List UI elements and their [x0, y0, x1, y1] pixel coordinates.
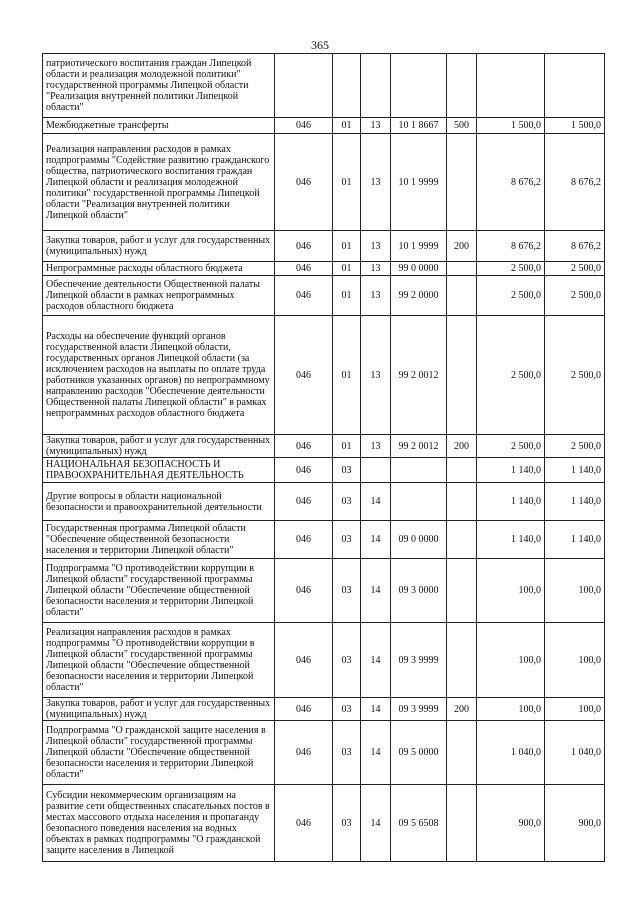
table-row: [43, 458, 605, 483]
cell-sum1: 8 676,2: [477, 231, 545, 262]
cell-ministry: 046: [275, 623, 333, 698]
cell-sum1: 1 500,0: [477, 118, 545, 134]
cell-sum2: 100,0: [545, 698, 605, 721]
table-row: [43, 698, 605, 721]
cell-subsection: 13: [361, 231, 391, 262]
cell-subsection: [361, 458, 391, 483]
cell-subsection: 13: [361, 118, 391, 134]
cell-type: [447, 721, 477, 785]
cell-name: Закупка товаров, работ и услуг для государственных (муниципальных) нужд: [43, 231, 275, 262]
cell-name: Межбюджетные трансферты: [43, 118, 275, 134]
cell-type: [447, 316, 477, 435]
cell-ministry: 046: [275, 698, 333, 721]
cell-target: 10 1 9999: [391, 231, 447, 262]
cell-sum2: 1 040,0: [545, 721, 605, 785]
cell-subsection: 14: [361, 785, 391, 862]
cell-ministry: 046: [275, 231, 333, 262]
cell-name: Закупка товаров, работ и услуг для государственных (муниципальных) нужд: [43, 698, 275, 721]
cell-name: Реализация направления расходов в рамках подпрограммы "Содействие развитию гражданского общества, патриотического воспитания граждан Липецкой области и реализация молодежной политики" государственной программы Липецкой области "Реализация внутренней политики Липецкой области": [43, 134, 275, 231]
cell-target: 10 1 8667: [391, 118, 447, 134]
cell-subsection: 14: [361, 623, 391, 698]
cell-sum2: 100,0: [545, 559, 605, 623]
cell-section: 03: [333, 623, 361, 698]
table-row: [43, 54, 605, 118]
table-row: [43, 262, 605, 276]
cell-name: Обеспечение деятельности Общественной палаты Липецкой области в рамках непрограммных расходов областного бюджета: [43, 276, 275, 316]
cell-name: Закупка товаров, работ и услуг для государственных (муниципальных) нужд: [43, 435, 275, 458]
cell-ministry: 046: [275, 118, 333, 134]
table-row: [43, 231, 605, 262]
cell-ministry: 046: [275, 316, 333, 435]
cell-name: Субсидии некоммерческим организациям на развитие сети общественных спасательных постов в местах массового отдыха населения и пропаганду безопасного поведения населения на водных объектах в рамках подпрограммы "О гражданской защите населения в Липецкой: [43, 785, 275, 862]
cell-subsection: 14: [361, 559, 391, 623]
cell-type: [447, 134, 477, 231]
table-row: [43, 134, 605, 231]
cell-section: 03: [333, 521, 361, 559]
cell-name: Расходы на обеспечение функций органов государственной власти Липецкой области, государственных органов Липецкой области (за исключением расходов на выплаты по оплате труда работников указанных органов) по непрограммному направлению расходов "Обеспечение деятельности Общественной палаты Липецкой области" в рамках непрограммных расходов областного бюджета: [43, 316, 275, 435]
cell-target: 99 2 0012: [391, 435, 447, 458]
cell-type: [447, 521, 477, 559]
cell-ministry: 046: [275, 521, 333, 559]
cell-subsection: 13: [361, 134, 391, 231]
cell-subsection: 14: [361, 721, 391, 785]
cell-target: 09 5 0000: [391, 721, 447, 785]
cell-target: 09 3 9999: [391, 698, 447, 721]
cell-subsection: 13: [361, 316, 391, 435]
cell-target: 09 3 0000: [391, 559, 447, 623]
cell-name: НАЦИОНАЛЬНАЯ БЕЗОПАСНОСТЬ И ПРАВООХРАНИТЕЛЬНАЯ ДЕЯТЕЛЬНОСТЬ: [43, 458, 275, 483]
cell-ministry: 046: [275, 134, 333, 231]
cell-sum2: 1 140,0: [545, 458, 605, 483]
cell-target: 09 3 9999: [391, 623, 447, 698]
cell-subsection: 13: [361, 435, 391, 458]
cell-section: 01: [333, 118, 361, 134]
cell-section: 01: [333, 276, 361, 316]
cell-target: [391, 54, 447, 118]
cell-target: [391, 458, 447, 483]
table-row: [43, 721, 605, 785]
cell-sum2: 2 500,0: [545, 262, 605, 276]
cell-target: 10 1 9999: [391, 134, 447, 231]
table-row: [43, 521, 605, 559]
cell-name: Подпрограмма "О противодействии коррупции в Липецкой области" государственной программы Липецкой области "Обеспечение общественной безопасности населения и территории Липецкой области": [43, 559, 275, 623]
cell-sum2: 8 676,2: [545, 134, 605, 231]
cell-sum1: 1 140,0: [477, 483, 545, 521]
table-row: [43, 118, 605, 134]
cell-sum2: 900,0: [545, 785, 605, 862]
cell-sum2: [545, 54, 605, 118]
cell-subsection: 13: [361, 276, 391, 316]
table-row: [43, 785, 605, 862]
cell-target: 99 0 0000: [391, 262, 447, 276]
cell-ministry: 046: [275, 262, 333, 276]
cell-target: [391, 483, 447, 521]
cell-section: 01: [333, 435, 361, 458]
cell-ministry: 046: [275, 483, 333, 521]
cell-sum1: 1 040,0: [477, 721, 545, 785]
budget-table: [42, 53, 605, 862]
cell-name: Государственная программа Липецкой области "Обеспечение общественной безопасности населения и территории Липецкой области": [43, 521, 275, 559]
cell-sum2: 1 140,0: [545, 521, 605, 559]
cell-section: 01: [333, 316, 361, 435]
cell-name: Реализация направления расходов в рамках подпрограммы "О противодействии коррупции в Липецкой области" государственной программы Липецкой области "Обеспечение общественной безопасности населения и территории Липецкой области": [43, 623, 275, 698]
cell-subsection: [361, 54, 391, 118]
cell-ministry: [275, 54, 333, 118]
table-row: [43, 435, 605, 458]
cell-subsection: 13: [361, 262, 391, 276]
cell-sum1: 100,0: [477, 698, 545, 721]
cell-section: 03: [333, 698, 361, 721]
cell-ministry: 046: [275, 721, 333, 785]
cell-ministry: 046: [275, 276, 333, 316]
cell-sum1: 1 140,0: [477, 521, 545, 559]
cell-subsection: 14: [361, 521, 391, 559]
cell-section: 03: [333, 458, 361, 483]
cell-type: [447, 483, 477, 521]
cell-section: 03: [333, 785, 361, 862]
cell-type: 200: [447, 435, 477, 458]
cell-type: [447, 276, 477, 316]
cell-sum2: 2 500,0: [545, 435, 605, 458]
page-number: 365: [311, 38, 329, 52]
cell-type: 500: [447, 118, 477, 134]
cell-sum1: 2 500,0: [477, 276, 545, 316]
table-row: [43, 316, 605, 435]
cell-type: 200: [447, 231, 477, 262]
cell-subsection: 14: [361, 483, 391, 521]
cell-sum2: 1 140,0: [545, 483, 605, 521]
cell-sum1: 8 676,2: [477, 134, 545, 231]
cell-name: Другие вопросы в области национальной безопасности и правоохранительной деятельности: [43, 483, 275, 521]
cell-type: [447, 785, 477, 862]
cell-section: 01: [333, 134, 361, 231]
cell-ministry: 046: [275, 559, 333, 623]
table-body: [43, 54, 605, 862]
cell-ministry: 046: [275, 458, 333, 483]
cell-sum2: 8 676,2: [545, 231, 605, 262]
cell-sum1: [477, 54, 545, 118]
cell-type: [447, 559, 477, 623]
cell-name: Непрограммные расходы областного бюджета: [43, 262, 275, 276]
cell-ministry: 046: [275, 785, 333, 862]
cell-name: патриотического воспитания граждан Липецкой области и реализация молодежной политики" государственной программы Липецкой области "Реализация внутренней политики Липецкой области": [43, 54, 275, 118]
table-row: [43, 276, 605, 316]
cell-section: 01: [333, 231, 361, 262]
cell-type: [447, 458, 477, 483]
cell-sum1: 900,0: [477, 785, 545, 862]
cell-target: 99 2 0012: [391, 316, 447, 435]
cell-sum2: 2 500,0: [545, 276, 605, 316]
cell-type: 200: [447, 698, 477, 721]
cell-sum1: 2 500,0: [477, 262, 545, 276]
cell-section: 01: [333, 262, 361, 276]
cell-sum2: 2 500,0: [545, 316, 605, 435]
cell-target: 09 5 6508: [391, 785, 447, 862]
table-row: [43, 483, 605, 521]
cell-type: [447, 262, 477, 276]
cell-sum1: 2 500,0: [477, 316, 545, 435]
cell-target: 99 2 0000: [391, 276, 447, 316]
cell-sum2: 1 500,0: [545, 118, 605, 134]
cell-sum1: 100,0: [477, 623, 545, 698]
table-row: [43, 623, 605, 698]
cell-section: 03: [333, 559, 361, 623]
table-row: [43, 559, 605, 623]
cell-sum1: 2 500,0: [477, 435, 545, 458]
cell-section: 03: [333, 483, 361, 521]
cell-type: [447, 623, 477, 698]
cell-subsection: 14: [361, 698, 391, 721]
cell-ministry: 046: [275, 435, 333, 458]
cell-sum1: 100,0: [477, 559, 545, 623]
cell-section: [333, 54, 361, 118]
cell-sum2: 100,0: [545, 623, 605, 698]
cell-type: [447, 54, 477, 118]
cell-sum1: 1 140,0: [477, 458, 545, 483]
cell-section: 03: [333, 721, 361, 785]
cell-name: Подпрограмма "О гражданской защите населения в Липецкой области" государственной программы Липецкой области "Обеспечение общественной безопасности населения и территории Липецкой области": [43, 721, 275, 785]
cell-target: 09 0 0000: [391, 521, 447, 559]
